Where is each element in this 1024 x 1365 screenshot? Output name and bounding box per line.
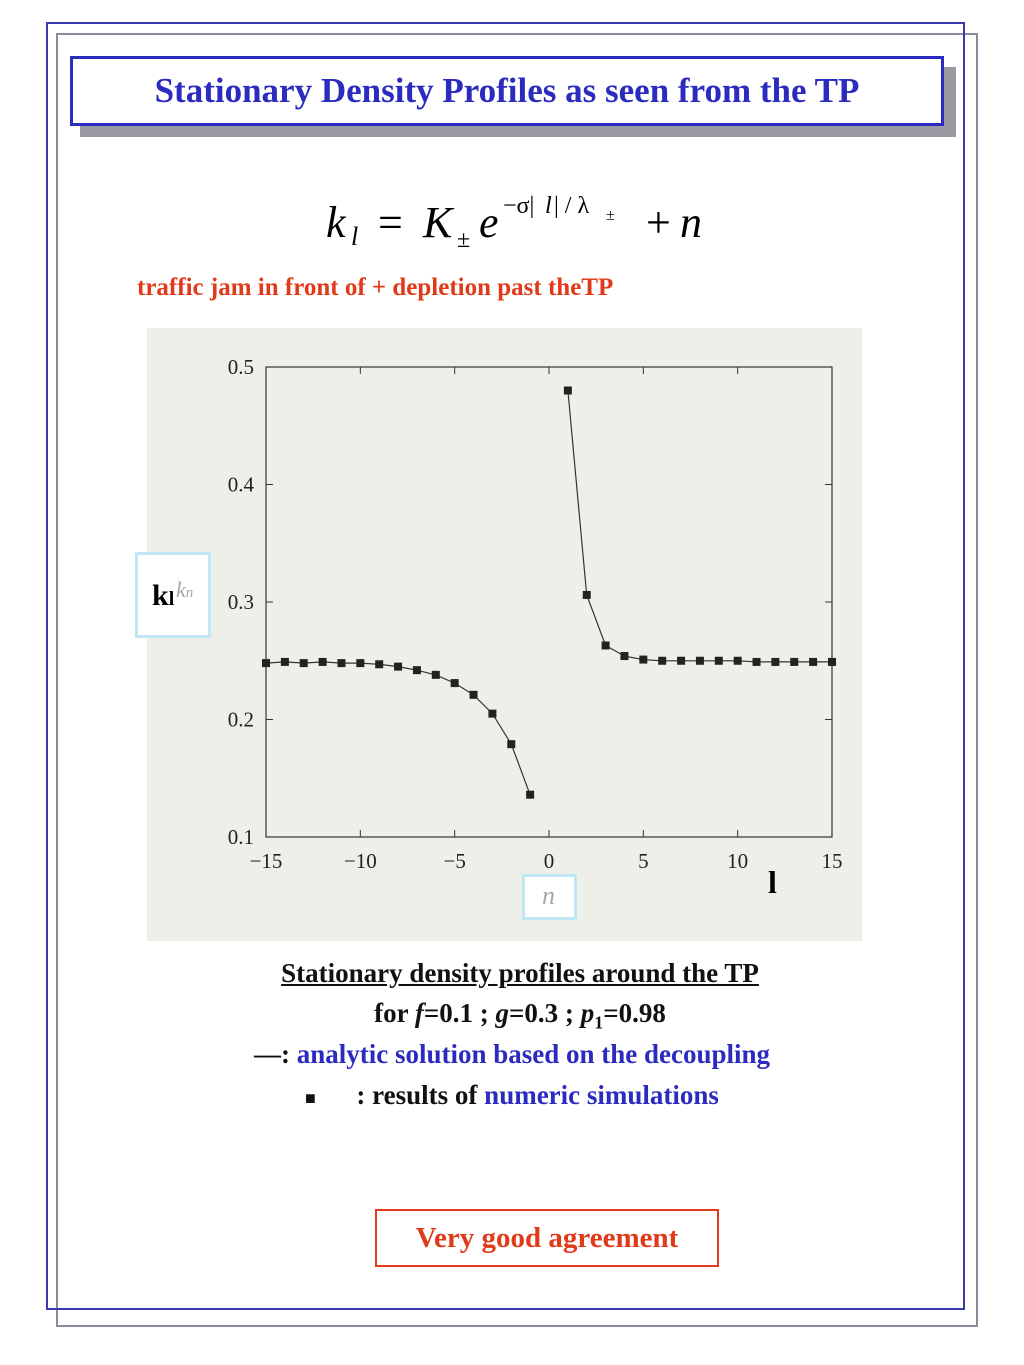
y-tick-label: 0.5 bbox=[227, 355, 254, 379]
data-point bbox=[375, 660, 383, 668]
analytic-curve-2 bbox=[568, 391, 832, 662]
analytic-curve-1 bbox=[266, 662, 530, 795]
formula-exponent: −σ| bbox=[503, 193, 535, 219]
formula-exp-l: l bbox=[545, 193, 552, 219]
data-point bbox=[828, 658, 836, 666]
x-axis-ghost-label: n bbox=[542, 881, 555, 910]
data-point bbox=[639, 656, 647, 664]
x-tick-label: 5 bbox=[638, 849, 649, 873]
x-tick-label: −15 bbox=[249, 849, 283, 873]
x-tick-label: 15 bbox=[821, 849, 843, 873]
density-profile-chart bbox=[147, 328, 862, 941]
data-point bbox=[507, 740, 515, 748]
data-point bbox=[281, 658, 289, 666]
data-point bbox=[696, 657, 704, 665]
data-point bbox=[583, 591, 591, 599]
y-tick-label: 0.4 bbox=[227, 472, 254, 497]
caption-parameters: for f=0.1 ; g=0.3 ; $p_1=0.98$ bbox=[374, 998, 666, 1033]
formula-exp-mid: | / λ bbox=[554, 193, 590, 219]
slide-title: Stationary Density Profiles as seen from the TP bbox=[154, 71, 860, 110]
formula-equals: = bbox=[378, 198, 403, 247]
x-tick-label: −10 bbox=[343, 849, 377, 873]
y-tick-label: 0.3 bbox=[227, 590, 254, 614]
data-point bbox=[620, 652, 628, 660]
legend-square-icon: ■ bbox=[305, 1088, 316, 1108]
y-axis-label-box bbox=[135, 552, 211, 638]
formula-k: k bbox=[326, 198, 346, 247]
data-point bbox=[356, 659, 364, 667]
subtitle: traffic jam in front of + depletion past theTP bbox=[137, 274, 614, 301]
data-point bbox=[658, 657, 666, 665]
formula-e: e bbox=[479, 198, 499, 247]
data-point bbox=[715, 657, 723, 665]
y-axis-ghost-label: kn bbox=[176, 577, 194, 602]
data-point bbox=[300, 659, 308, 667]
data-point bbox=[413, 666, 421, 674]
x-tick-label: 0 bbox=[543, 849, 555, 873]
data-point bbox=[262, 659, 270, 667]
formula-K-sub: ± bbox=[457, 227, 471, 253]
y-axis-label: kl bbox=[152, 579, 175, 612]
data-point bbox=[753, 658, 761, 666]
caption-title: Stationary density profiles around the TP bbox=[281, 958, 759, 988]
data-point bbox=[451, 679, 459, 687]
data-point bbox=[319, 658, 327, 666]
plot-area-border bbox=[266, 367, 832, 837]
formula-K: K bbox=[423, 198, 453, 247]
data-point bbox=[526, 791, 534, 799]
formula-n: n bbox=[680, 198, 702, 247]
data-point bbox=[790, 658, 798, 666]
caption-analytic: —: analytic solution based on the decoupling bbox=[253, 1039, 771, 1069]
x-axis-ghost-box bbox=[522, 874, 577, 920]
data-point bbox=[394, 663, 402, 671]
data-point bbox=[488, 710, 496, 718]
formula bbox=[0, 185, 1024, 265]
title-box bbox=[70, 56, 944, 126]
x-tick-label: 10 bbox=[727, 849, 749, 873]
data-point bbox=[602, 641, 610, 649]
formula-plus: + bbox=[646, 198, 671, 247]
data-point bbox=[771, 658, 779, 666]
data-point bbox=[734, 657, 742, 665]
agreement-box bbox=[375, 1209, 719, 1267]
caption-numeric: ■ : results of numeric simulations bbox=[305, 1080, 719, 1110]
x-axis-label: l bbox=[768, 864, 777, 900]
y-tick-label: 0.2 bbox=[227, 707, 254, 732]
y-tick-label: 0.1 bbox=[227, 825, 254, 849]
data-point bbox=[432, 671, 440, 679]
data-point bbox=[337, 659, 345, 667]
data-point bbox=[809, 658, 817, 666]
formula-k-sub: l bbox=[351, 222, 359, 251]
data-point bbox=[677, 657, 685, 665]
legend-line-icon: —: bbox=[253, 1039, 297, 1069]
formula-exp-sub: ± bbox=[606, 207, 615, 224]
agreement-text: Very good agreement bbox=[415, 1221, 679, 1254]
data-point bbox=[470, 691, 478, 699]
x-tick-label: −5 bbox=[443, 849, 466, 873]
data-point bbox=[564, 387, 572, 395]
